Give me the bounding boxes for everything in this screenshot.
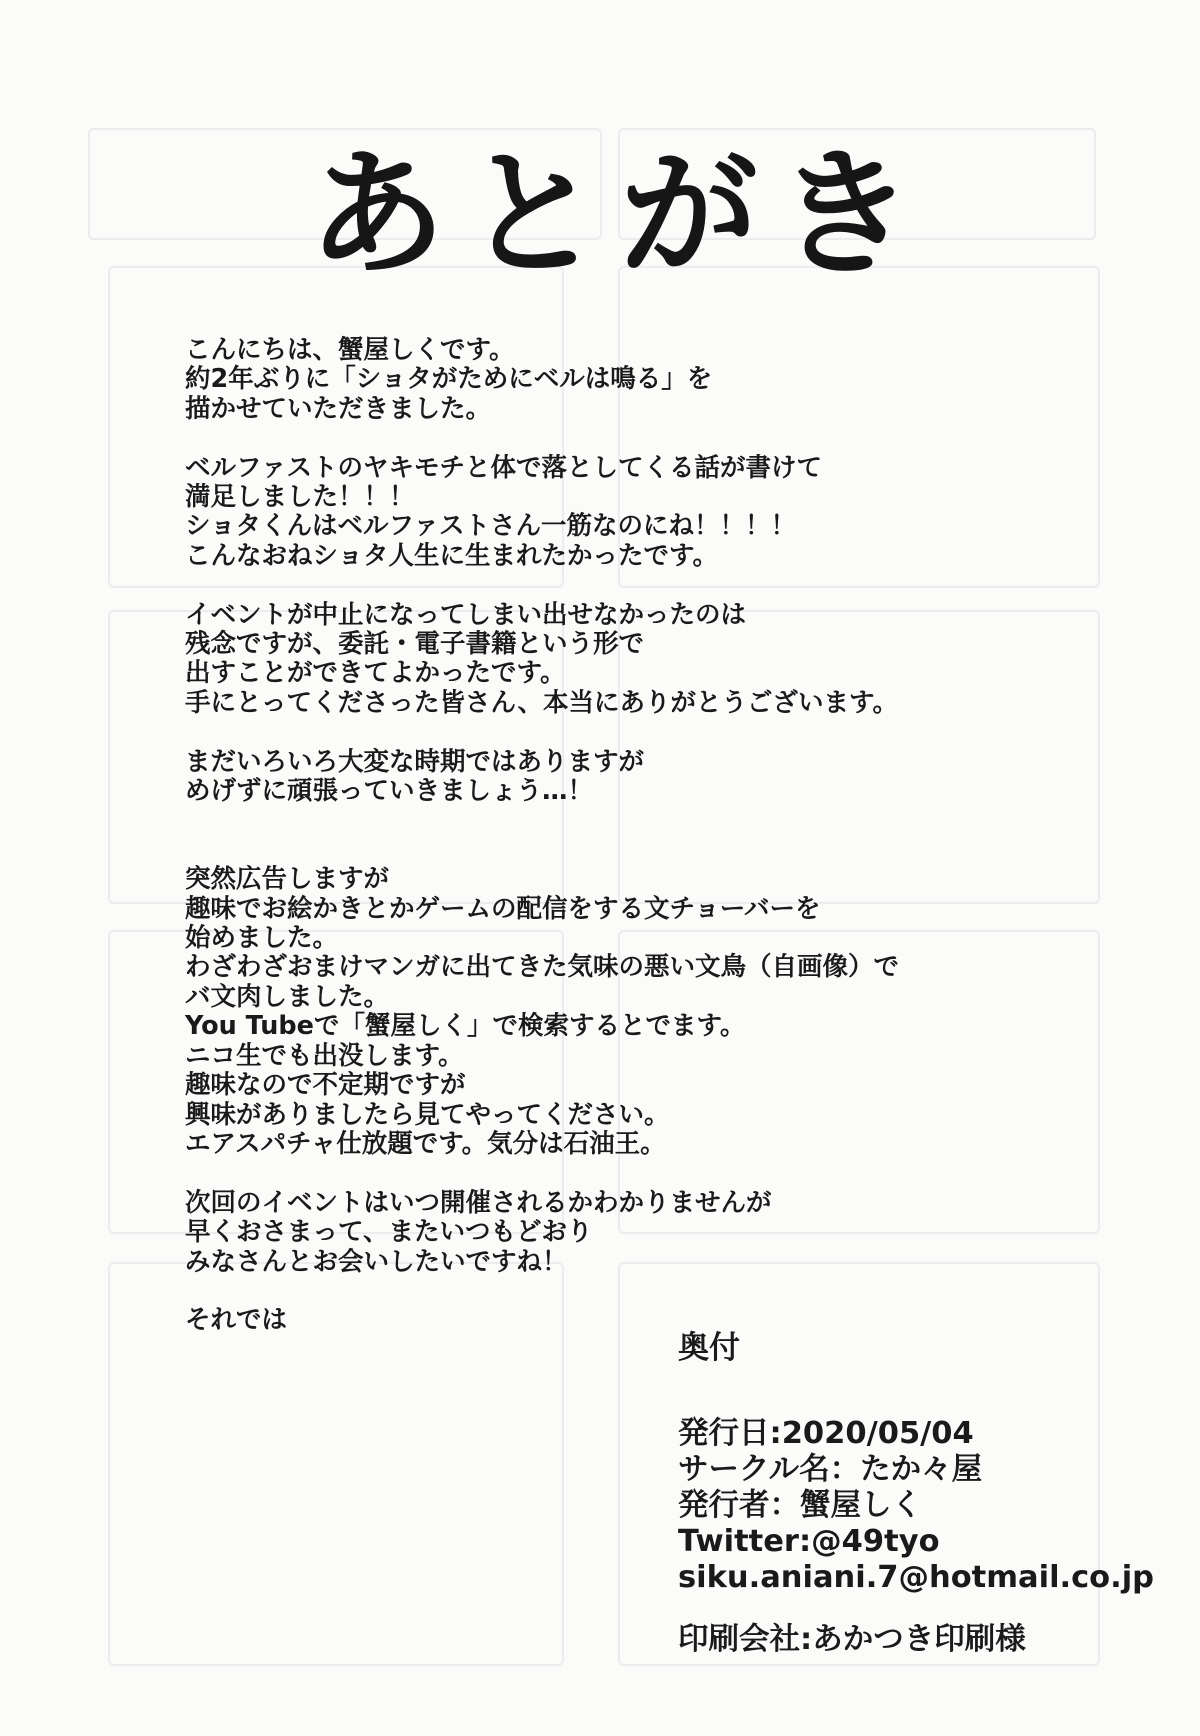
text-line: 趣味でお絵かきとかゲームの配信をする文チョーバーを bbox=[185, 893, 821, 924]
text-line: 満足しました！！！ bbox=[185, 482, 415, 513]
issue-date: 発行日:2020/05/04 bbox=[678, 1416, 974, 1451]
text-line: 早くおさまって、またいつもどおり bbox=[185, 1217, 593, 1248]
text-line: You Tubeで「蟹屋しく」で検索するとでます。 bbox=[185, 1011, 746, 1042]
text-line: こんにちは、蟹屋しくです。 bbox=[185, 335, 515, 365]
paragraph-advertisement bbox=[185, 865, 1065, 1159]
text-line: 始めました。 bbox=[185, 923, 339, 954]
text-line: 出すことができてよかったです。 bbox=[185, 658, 566, 689]
text-line: みなさんとお会いしたいですね！ bbox=[185, 1246, 568, 1277]
twitter-handle: Twitter:@49tyo bbox=[678, 1524, 940, 1559]
paragraph-next-event bbox=[185, 1189, 1065, 1277]
page-title: あとがき bbox=[307, 134, 932, 295]
text-line: 趣味なので不定期ですが bbox=[185, 1070, 466, 1101]
text-line: バ文肉しました。 bbox=[185, 981, 390, 1012]
text-line: 次回のイベントはいつ開催されるかわかりませんが bbox=[185, 1187, 772, 1218]
text-line: 残念ですが、委託・電子書籍という形で bbox=[185, 629, 645, 660]
text-line: 描かせていただきました。 bbox=[185, 393, 492, 424]
text-line: 手にとってくださった皆さん、本当にありがとうございます。 bbox=[185, 687, 898, 718]
text-line: 約2年ぶりに「ショタがためにベルは鳴る」を bbox=[185, 364, 713, 395]
colophon bbox=[678, 1330, 1158, 1658]
circle-name: サークル名：たか々屋 bbox=[678, 1452, 983, 1487]
text-line: イベントが中止になってしまい出せなかったのは bbox=[185, 599, 747, 630]
colophon-title: 奥付 bbox=[678, 1330, 740, 1366]
paragraph-event bbox=[185, 601, 1065, 719]
text-line: 興味がありましたら見てやってください。 bbox=[185, 1099, 670, 1130]
text-line: それでは bbox=[185, 1305, 288, 1336]
contact-email: siku.aniani.7@hotmail.co.jp bbox=[678, 1560, 1155, 1595]
text-line: めげずに頑張っていきましょう…！ bbox=[185, 776, 594, 807]
publisher-name: 発行者：蟹屋しく bbox=[678, 1488, 922, 1523]
text-line: 突然広告しますが bbox=[185, 864, 390, 895]
text-line: ニコ生でも出没します。 bbox=[185, 1040, 464, 1071]
paragraph-story bbox=[185, 454, 1065, 572]
paragraph-encouragement bbox=[185, 748, 1065, 807]
text-line: ショタくんはベルファストさん一筋なのにね！！！！ bbox=[185, 511, 796, 542]
afterword-body bbox=[185, 336, 1065, 1365]
text-line: こんなおねショタ人生に生まれたかったです。 bbox=[185, 540, 718, 571]
text-line: わざわざおまけマンガに出てきた気味の悪い文鳥（自画像）で bbox=[185, 952, 900, 983]
paragraph-greeting bbox=[185, 336, 1065, 424]
text-line: ベルファストのヤキモチと体で落としてくる話が書けて bbox=[185, 452, 822, 483]
text-line: エアスパチャ仕放題です。気分は石油王。 bbox=[185, 1128, 666, 1159]
text-line: まだいろいろ大変な時期ではありますが bbox=[185, 746, 645, 777]
printing-company: 印刷会社:あかつき印刷様 bbox=[678, 1622, 1026, 1657]
